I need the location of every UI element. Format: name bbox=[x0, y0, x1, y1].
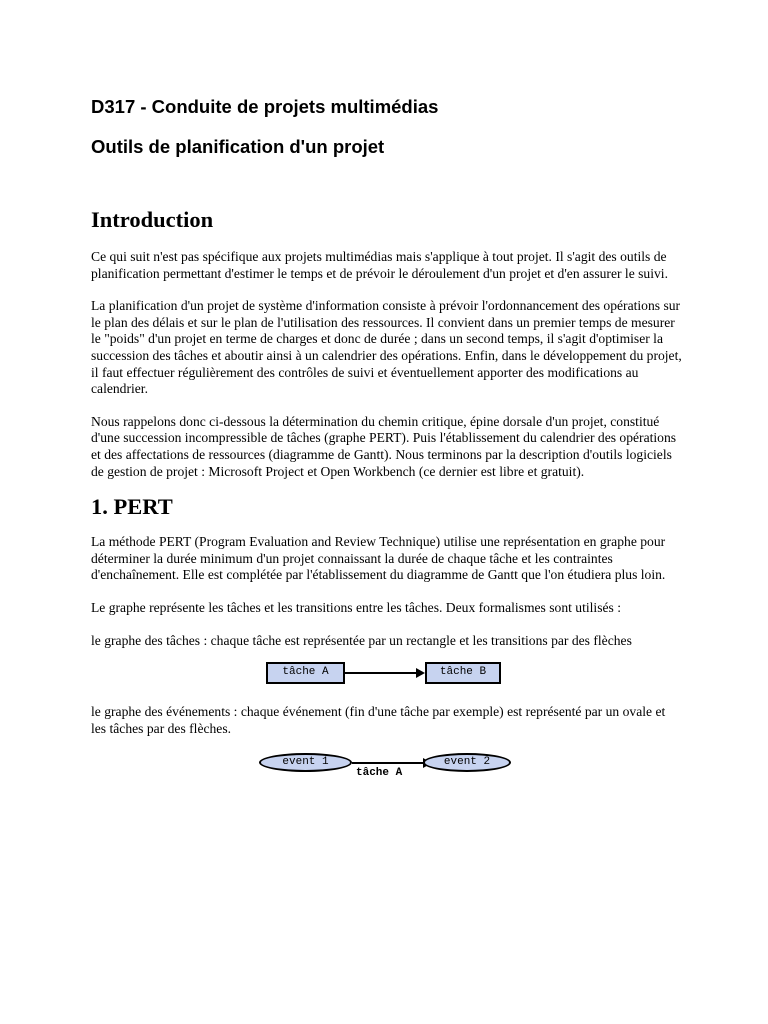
pert-paragraph-4: le graphe des événements : chaque événement (fin d'une tâche par exemple) est représenté par un ovale et les tâches par des flèches. bbox=[91, 704, 666, 736]
document-page bbox=[91, 96, 683, 793]
task-graph-diagram bbox=[91, 662, 683, 698]
intro-paragraph-1: Ce qui suit n'est pas spécifique aux projets multimédias mais s'applique à tout projet. Il s'agit des outils de planification permettant d'estimer le temps et de prévoir le déroulement d'un projet et d'en assurer le suivi. bbox=[91, 249, 668, 281]
pert-paragraph-1: La méthode PERT (Program Evaluation and Review Technique) utilise une représentation en graphe pour déterminer la durée minimum d'un projet connaissant la durée de chaque tâche et les contraintes d'enchaînement. Elle est complétée par l'établissement du diagramme de Gantt que l'on étudiera plus loin. bbox=[91, 534, 666, 583]
task-b-box bbox=[425, 662, 501, 684]
event-1-oval bbox=[259, 753, 352, 772]
pert-paragraph-3: le graphe des tâches : chaque tâche est représentée par un rectangle et les transitions par des flèches bbox=[91, 632, 632, 648]
document-title: Outils de planification d'un projet bbox=[91, 136, 385, 157]
intro-paragraph-3: Nous rappelons donc ci-dessous la détermination du chemin critique, épine dorsale d'un projet, constitué d'une succession incompressible de tâches (graphe PERT). Puis l'établissement du calendrier des opérations et des affectations de ressources (diagramme de Gantt). Nous terminons par la description d'outils logiciels de gestion de projet : Microsoft Project et Open Workbench (ce dernier est libre et gratuit). bbox=[91, 413, 677, 479]
task-a-box bbox=[266, 662, 345, 684]
event-graph-diagram bbox=[91, 753, 683, 793]
pert-paragraph-2: Le graphe représente les tâches et les transitions entre les tâches. Deux formalismes sont utilisés : bbox=[91, 599, 621, 615]
task-arrow-head bbox=[416, 668, 425, 678]
event-2-label: event 2 bbox=[443, 756, 491, 769]
event-2-oval bbox=[423, 753, 511, 772]
event-1-label: event 1 bbox=[282, 756, 329, 769]
task-arrow-line bbox=[345, 672, 417, 674]
task-b-label: tâche B bbox=[439, 666, 487, 679]
intro-paragraph-2: La planification d'un projet de système d'information consiste à prévoir l'ordonnancement des opérations sur le plan des délais et sur le plan de l'utilisation des ressources. Il convient dans un premier temps de mesurer le "poids" d'un projet en terme de charges et donc de durée ; dans un second temps, il s'agit d'optimiser la succession des tâches et aboutir ainsi à un calendrier des opérations. Enfin, dans le développement du projet, il faut effectuer régulièrement des contrôles de suivi et éventuellement apporter des modifications au calendrier. bbox=[91, 298, 682, 397]
pert-heading: 1. PERT bbox=[91, 494, 173, 520]
course-title: D317 - Conduite de projets multimédias bbox=[91, 96, 439, 117]
introduction-heading: Introduction bbox=[91, 207, 214, 232]
task-a-label: tâche A bbox=[282, 666, 329, 679]
event-arrow-label: tâche A bbox=[356, 767, 403, 780]
event-arrow-line bbox=[352, 762, 424, 764]
